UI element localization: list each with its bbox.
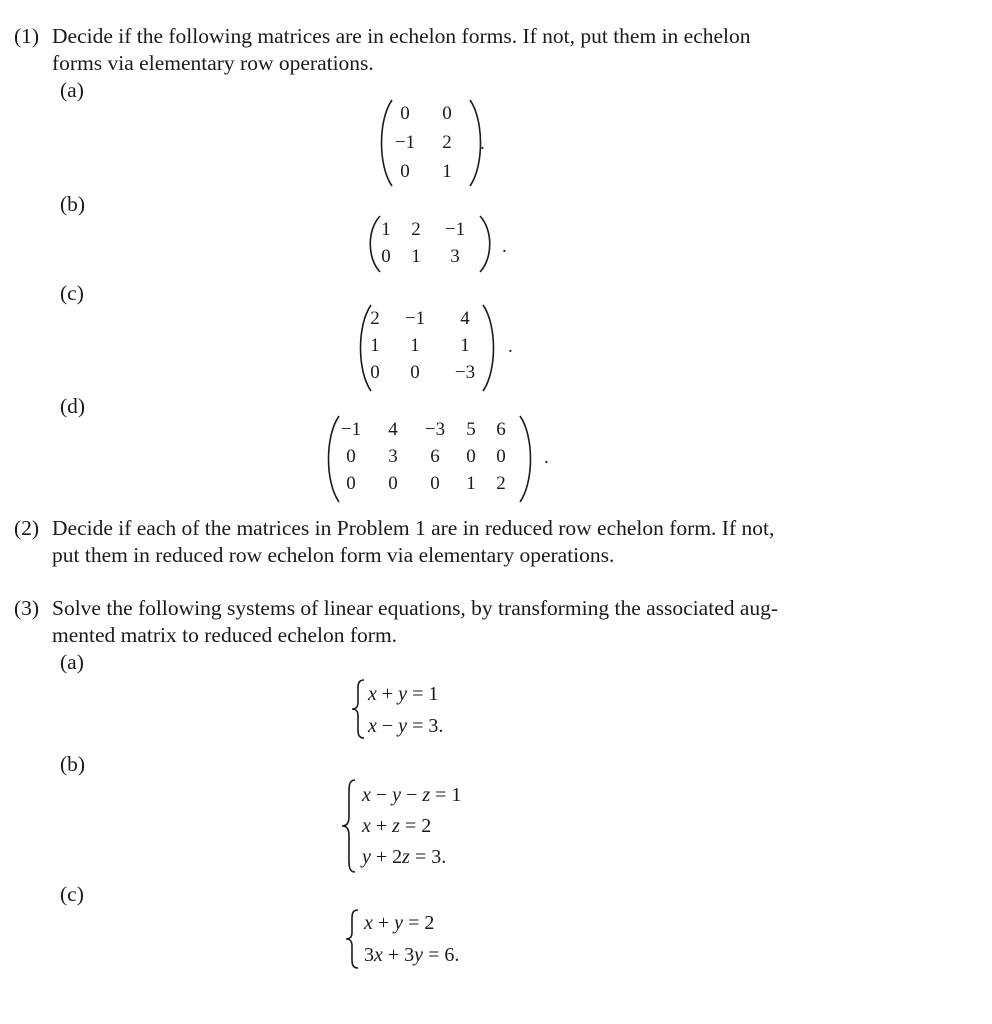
matrix-cell: 1 [411, 246, 421, 267]
matrix-cell: −1 [404, 308, 426, 329]
matrix-cell: 1 [466, 473, 476, 494]
matrix-cell: 1 [370, 335, 380, 356]
matrix-cell: −1 [340, 419, 362, 440]
matrix-cell: 0 [388, 473, 398, 494]
equation: x + y = 1 [368, 683, 439, 705]
matrix-cell: 3 [388, 446, 398, 467]
part-3a-label: (a) [60, 650, 84, 674]
problem-1-text-line1: Decide if the following matrices are in echelon forms. If not, put them in echelon [52, 24, 751, 48]
matrix-cell: −1 [444, 219, 466, 240]
matrix-cell: −3 [454, 362, 476, 383]
matrix-period: . [480, 133, 485, 154]
part-3b-label: (b) [60, 752, 86, 776]
left-brace [344, 908, 362, 970]
problem-3-text-line2: mented matrix to reduced echelon form. [52, 623, 398, 647]
matrix-cell: 4 [460, 308, 470, 329]
matrix-cell: 6 [496, 419, 506, 440]
matrix-cell: 1 [460, 335, 470, 356]
right-paren [516, 414, 536, 504]
left-brace [350, 678, 368, 740]
right-paren [476, 214, 496, 274]
right-paren [479, 303, 499, 393]
problem-2-number: (2) [14, 516, 40, 540]
equation: y + 2z = 3. [362, 846, 447, 868]
matrix-period: . [544, 447, 549, 468]
problem-3-text-line1: Solve the following systems of linear equations, by transforming the associated aug- [52, 596, 779, 620]
part-1b-label: (b) [60, 192, 86, 216]
matrix-cell: 1 [381, 219, 391, 240]
equation: 3x + 3y = 6. [364, 944, 460, 966]
matrix-period: . [508, 336, 513, 357]
matrix-cell: 0 [410, 362, 420, 383]
matrix-cell: 0 [430, 473, 440, 494]
part-3c-label: (c) [60, 882, 84, 906]
matrix-cell: 2 [442, 132, 452, 153]
matrix-cell: 1 [442, 161, 452, 182]
matrix-cell: 1 [410, 335, 420, 356]
part-1c-label: (c) [60, 281, 84, 305]
problem-1-number: (1) [14, 24, 40, 48]
matrix-cell: 3 [450, 246, 460, 267]
matrix-cell: 0 [400, 103, 410, 124]
matrix-cell: 0 [496, 446, 506, 467]
problem-2-text-line2: put them in reduced row echelon form via elementary operations. [52, 543, 615, 567]
matrix-cell: −1 [394, 132, 416, 153]
left-brace [340, 778, 360, 874]
matrix-cell: 2 [496, 473, 506, 494]
problem-2-text-line1: Decide if each of the matrices in Problem 1 are in reduced row echelon form. If not, [52, 516, 775, 540]
matrix-cell: 4 [388, 419, 398, 440]
part-1a-label: (a) [60, 78, 84, 102]
matrix-cell: 0 [400, 161, 410, 182]
matrix-cell: 0 [346, 473, 356, 494]
equation: x + z = 2 [362, 815, 432, 837]
matrix-period: . [502, 236, 507, 257]
matrix-cell: 0 [346, 446, 356, 467]
problem-3-number: (3) [14, 596, 40, 620]
problem-1-text-line2: forms via elementary row operations. [52, 51, 374, 75]
matrix-cell: 2 [411, 219, 421, 240]
matrix-cell: 0 [466, 446, 476, 467]
equation: x − y = 3. [368, 715, 444, 737]
equation: x + y = 2 [364, 912, 435, 934]
equation: x − y − z = 1 [362, 784, 462, 806]
matrix-cell: 6 [430, 446, 440, 467]
matrix-cell: −3 [424, 419, 446, 440]
matrix-cell: 2 [370, 308, 380, 329]
part-1d-label: (d) [60, 394, 86, 418]
matrix-cell: 0 [370, 362, 380, 383]
matrix-cell: 5 [466, 419, 476, 440]
matrix-cell: 0 [381, 246, 391, 267]
matrix-cell: 0 [442, 103, 452, 124]
